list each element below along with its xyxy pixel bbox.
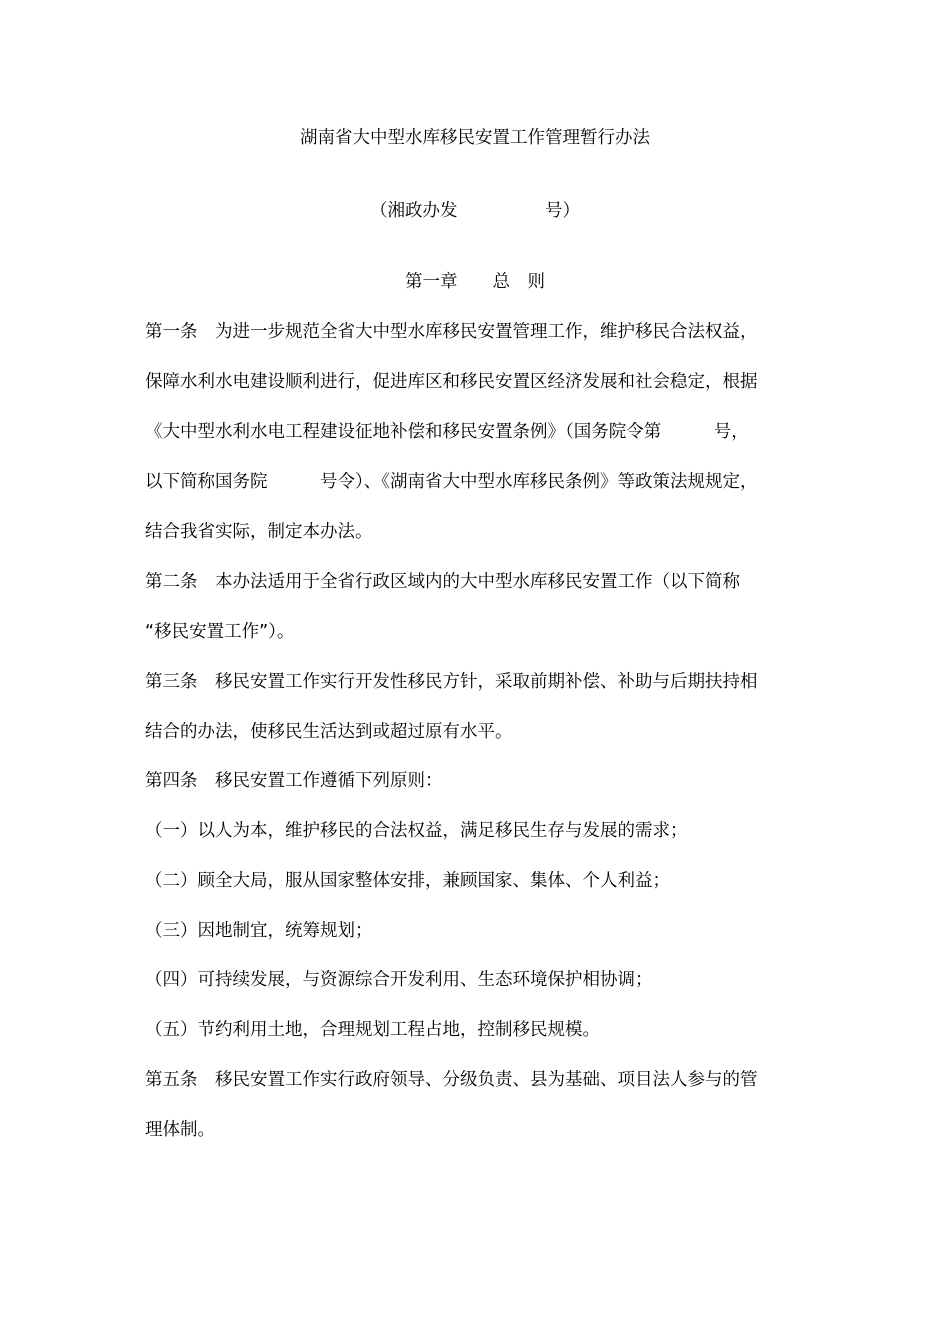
principle-item-2: （二）顾全大局，服从国家整体安排，兼顾国家、集体、个人利益； xyxy=(145,871,670,891)
chapter-heading: 第一章 总 则 xyxy=(405,272,545,292)
article-1-line-3: 《大中型水利水电工程建设征地补偿和移民安置条例》（国务院令第 号， xyxy=(145,422,749,442)
principle-item-5: （五）节约利用土地，合理规划工程占地，控制移民规模。 xyxy=(145,1020,600,1040)
principle-item-3: （三）因地制宜，统筹规划； xyxy=(145,921,373,941)
article-1-line-5: 结合我省实际，制定本办法。 xyxy=(145,522,373,542)
article-1-line-1: 第一条 为进一步规范全省大中型水库移民安置管理工作，维护移民合法权益， xyxy=(145,322,758,342)
article-1-line-4: 以下简称国务院 号令）、《湖南省大中型水库移民条例》等政策法规规定， xyxy=(145,472,758,492)
document-title: 湖南省大中型水库移民安置工作管理暂行办法 xyxy=(300,128,650,148)
principle-item-1: （一）以人为本，维护移民的合法权益，满足移民生存与发展的需求； xyxy=(145,821,688,841)
article-4-line-1: 第四条 移民安置工作遵循下列原则： xyxy=(145,771,443,791)
article-3-line-1: 第三条 移民安置工作实行开发性移民方针，采取前期补偿、补助与后期扶持相 xyxy=(145,672,758,692)
article-2-line-1: 第二条 本办法适用于全省行政区域内的大中型水库移民安置工作（以下简称 xyxy=(145,572,740,592)
article-5-line-1: 第五条 移民安置工作实行政府领导、分级负责、县为基础、项目法人参与的管 xyxy=(145,1070,758,1090)
article-1-line-2: 保障水利水电建设顺利进行，促进库区和移民安置区经济发展和社会稳定，根据 xyxy=(145,372,758,392)
principle-item-4: （四）可持续发展，与资源综合开发利用、生态环境保护相协调； xyxy=(145,970,653,990)
document-number: （湘政办发 号） xyxy=(370,201,580,221)
article-2-line-2: “移民安置工作”）。 xyxy=(145,622,295,642)
article-5-line-2: 理体制。 xyxy=(145,1120,215,1140)
article-3-line-2: 结合的办法，使移民生活达到或超过原有水平。 xyxy=(145,722,513,742)
